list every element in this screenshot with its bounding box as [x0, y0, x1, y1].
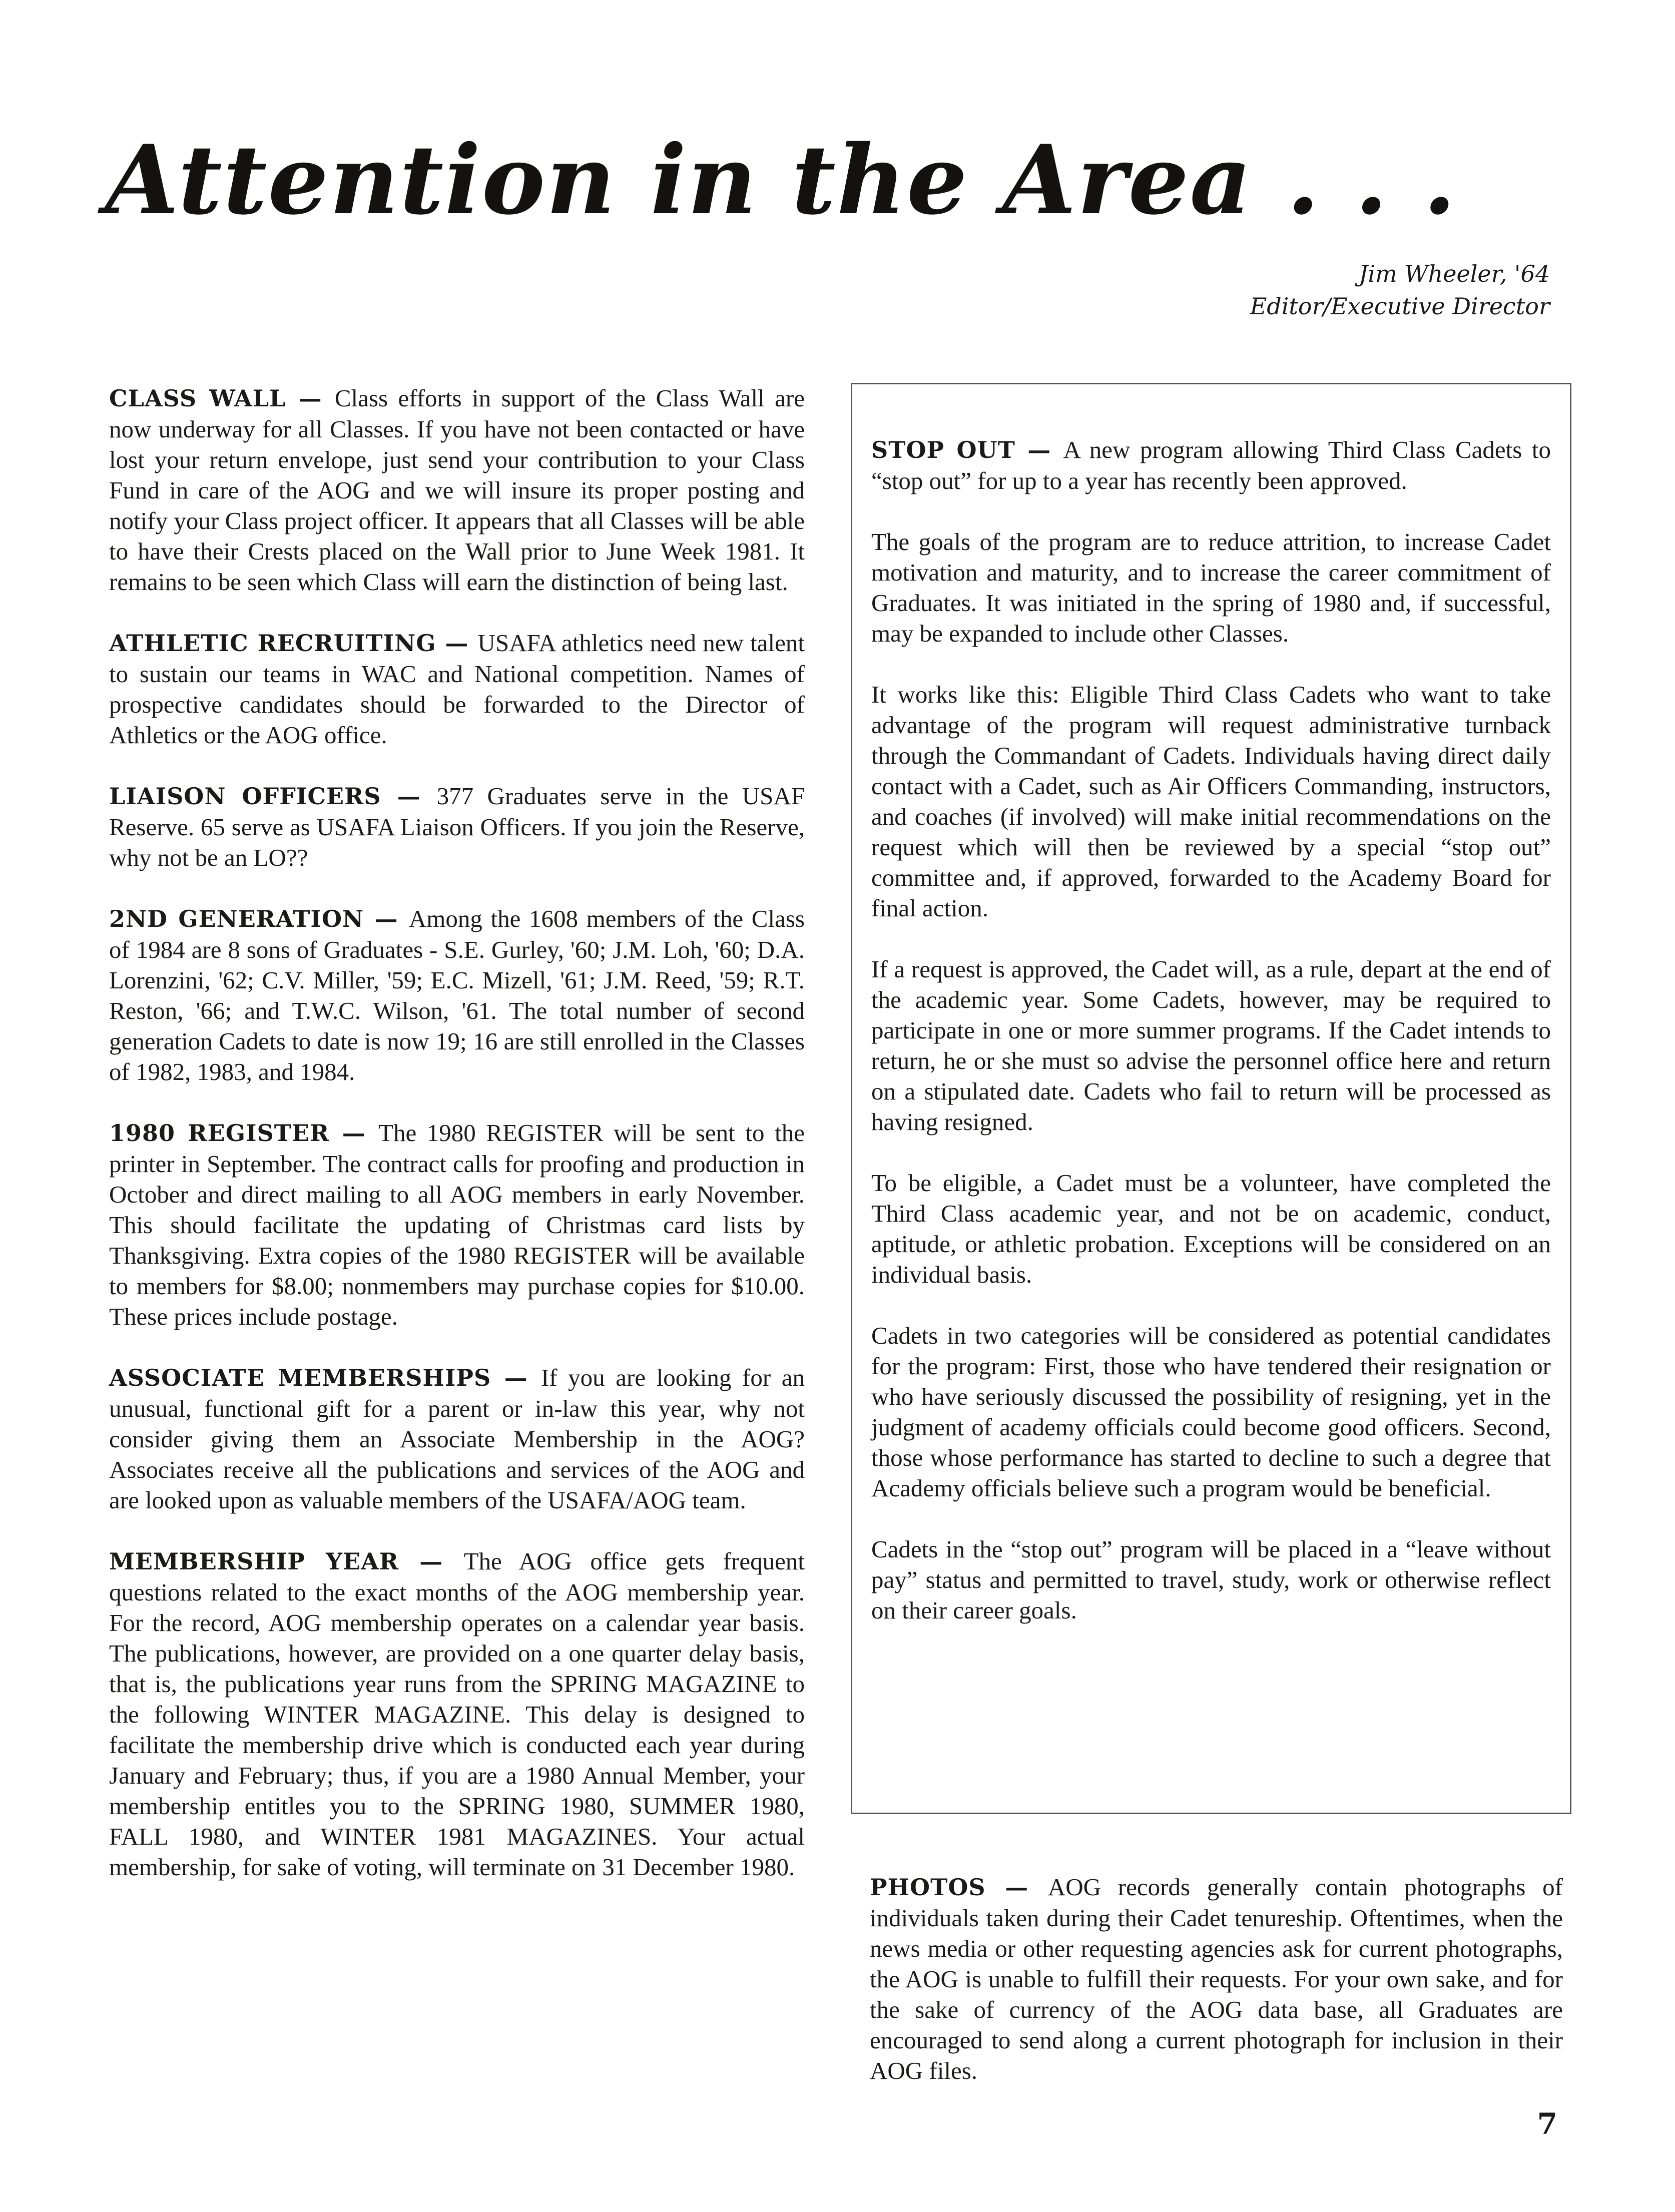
article-associate-memberships	[109, 1362, 805, 1515]
section-heading: LIAISON OFFICERS —	[109, 783, 437, 810]
article-stop-out	[871, 434, 1551, 496]
article-2nd-generation	[109, 903, 805, 1087]
section-heading: MEMBERSHIP YEAR —	[109, 1548, 464, 1575]
section-heading: ATHLETIC RECRUITING —	[109, 630, 478, 657]
author-role: Editor/Executive Director	[1250, 293, 1550, 320]
stop-out-paragraph: Cadets in the “stop out” program will be placed in a “leave without pay” status and permitted to travel, study, work or otherwise reflect on their career goals.	[871, 1535, 1551, 1624]
section-body: USAFA athletics need new talent to sustain our teams in WAC and National competition. Names of prospective candidates should be forwarded to the Director of Athletics or the AOG office.	[109, 629, 805, 749]
article-photos	[870, 1872, 1563, 2086]
author-name: Jim Wheeler, '64	[1358, 260, 1550, 287]
section-body: Class efforts in support of the Class Wall are now underway for all Classes. If you have not been contacted or have lost your return envelope, just send your contribution to your Class Fund in care of the AOG and we will insure its proper posting and notify your Class project officer. It appears that all Classes will be able to have their Crests placed on the Wall prior to June Week 1981. It remains to be seen which Class will earn the distinction of being last.	[109, 384, 805, 596]
section-heading: STOP OUT —	[871, 436, 1063, 463]
section-body: If you are looking for an unusual, functional gift for a parent or in-law this year, why not consider giving them an Associate Membership in the AOG? Associates receive all the publications and services of the AOG and are looked upon as valuable members of the USAFA/AOG team.	[109, 1364, 805, 1514]
section-body: 377 Graduates serve in the USAF Reserve. 65 serve as USAFA Liaison Officers. If you join the Reserve, why not be an LO??	[109, 782, 805, 871]
section-heading: PHOTOS —	[870, 1874, 1048, 1901]
page-title: Attention in the Area . . .	[105, 124, 1457, 236]
section-body: Among the 1608 members of the Class of 1984 are 8 sons of Graduates - S.E. Gurley, '60; J.M. Loh, '60; D.A. Lorenzini, '62; C.V. Miller, '59; E.C. Mizell, '61; J.M. Reed, '59; R.T. Reston, '66; and T.W.C. Wilson, '61. The total number of second generation Cadets to date is now 19; 16 are still enrolled in the Classes of 1982, 1983, and 1984.	[109, 905, 805, 1085]
byline	[1250, 258, 1550, 323]
article-athletic-recruiting	[109, 628, 805, 750]
section-body: AOG records generally contain photographs of individuals taken during their Cadet tenureship. Oftentimes, when the news media or other requesting agencies ask for current photographs, the AOG is unable to fulfill their requests. For your own sake, and for the sake of currency of the AOG data base, all Graduates are encouraged to send along a current photograph for inclusion in their AOG files.	[870, 1873, 1563, 2084]
section-heading: CLASS WALL —	[109, 385, 335, 412]
section-body: The AOG office gets frequent questions related to the exact months of the AOG membership year. For the record, AOG membership operates on a calendar year basis. The publications, however, are provided on a one quarter delay basis, that is, the publications year runs from the SPRING MAGAZINE to the following WINTER MAGAZINE. This delay is designed to facilitate the membership drive which is conducted each year during January and February; thus, if you are a 1980 Annual Member, your membership entitles you to the SPRING 1980, SUMMER 1980, FALL 1980, and WINTER 1981 MAGAZINES. Your actual membership, for sake of voting, will terminate on 31 December 1980.	[109, 1547, 805, 1881]
stop-out-paragraph: To be eligible, a Cadet must be a volunteer, have completed the Third Class academic year, and not be on academic, conduct, aptitude, or athletic probation. Exceptions will be considered on an individual basis.	[871, 1169, 1551, 1288]
article-liaison-officers	[109, 781, 805, 873]
stop-out-box	[851, 383, 1571, 1814]
article-membership-year	[109, 1546, 805, 1882]
section-heading: 1980 REGISTER —	[109, 1120, 379, 1147]
page-number: 7	[1537, 2107, 1557, 2141]
article-1980-register	[109, 1118, 805, 1332]
left-column	[109, 383, 805, 1913]
right-lower-column	[870, 1872, 1563, 2116]
section-heading: 2ND GENERATION —	[109, 905, 409, 932]
stop-out-paragraph: It works like this: Eligible Third Class Cadets who want to take advantage of the program will request administrative turnback through the Commandant of Cadets. Individuals having direct daily contact with a Cadet, such as Air Officers Commanding, instructors, and coaches (if involved) will make initial recommendations on the request which will then be reviewed by a special “stop out” committee and, if approved, forwarded to the Academy Board for final action.	[871, 681, 1551, 922]
stop-out-paragraph: If a request is approved, the Cadet will, as a rule, depart at the end of the academic year. Some Cadets, however, may be required to participate in one or more summer programs. If the Cadet intends to return, he or she must so advise the personnel office here and return on a stipulated date. Cadets who fail to return will be processed as having resigned.	[871, 955, 1551, 1136]
article-class-wall	[109, 383, 805, 597]
stop-out-paragraph: The goals of the program are to reduce attrition, to increase Cadet motivation and maturity, and to increase the career commitment of Graduates. It was initiated in the spring of 1980 and, if successful, may be expanded to include other Classes.	[871, 528, 1551, 647]
section-heading: ASSOCIATE MEMBERSHIPS —	[109, 1364, 541, 1391]
section-body: The 1980 REGISTER will be sent to the printer in September. The contract calls for proofing and production in October and direct mailing to all AOG members in early November. This should facilitate the updating of Christmas card lists by Thanksgiving. Extra copies of the 1980 REGISTER will be available to members for $8.00; nonmembers may purchase copies for $10.00. These prices include postage.	[109, 1119, 805, 1330]
section-body: A new program allowing Third Class Cadets to “stop out” for up to a year has recently been approved.	[871, 436, 1551, 494]
stop-out-paragraph: Cadets in two categories will be considered as potential candidates for the program: First, those who have tendered their resignation or who have seriously discussed the possibility of resigning, yet in the judgment of academy officials could become good officers. Second, those whose performance has started to decline to such a degree that Academy officials believe such a program would be beneficial.	[871, 1322, 1551, 1502]
